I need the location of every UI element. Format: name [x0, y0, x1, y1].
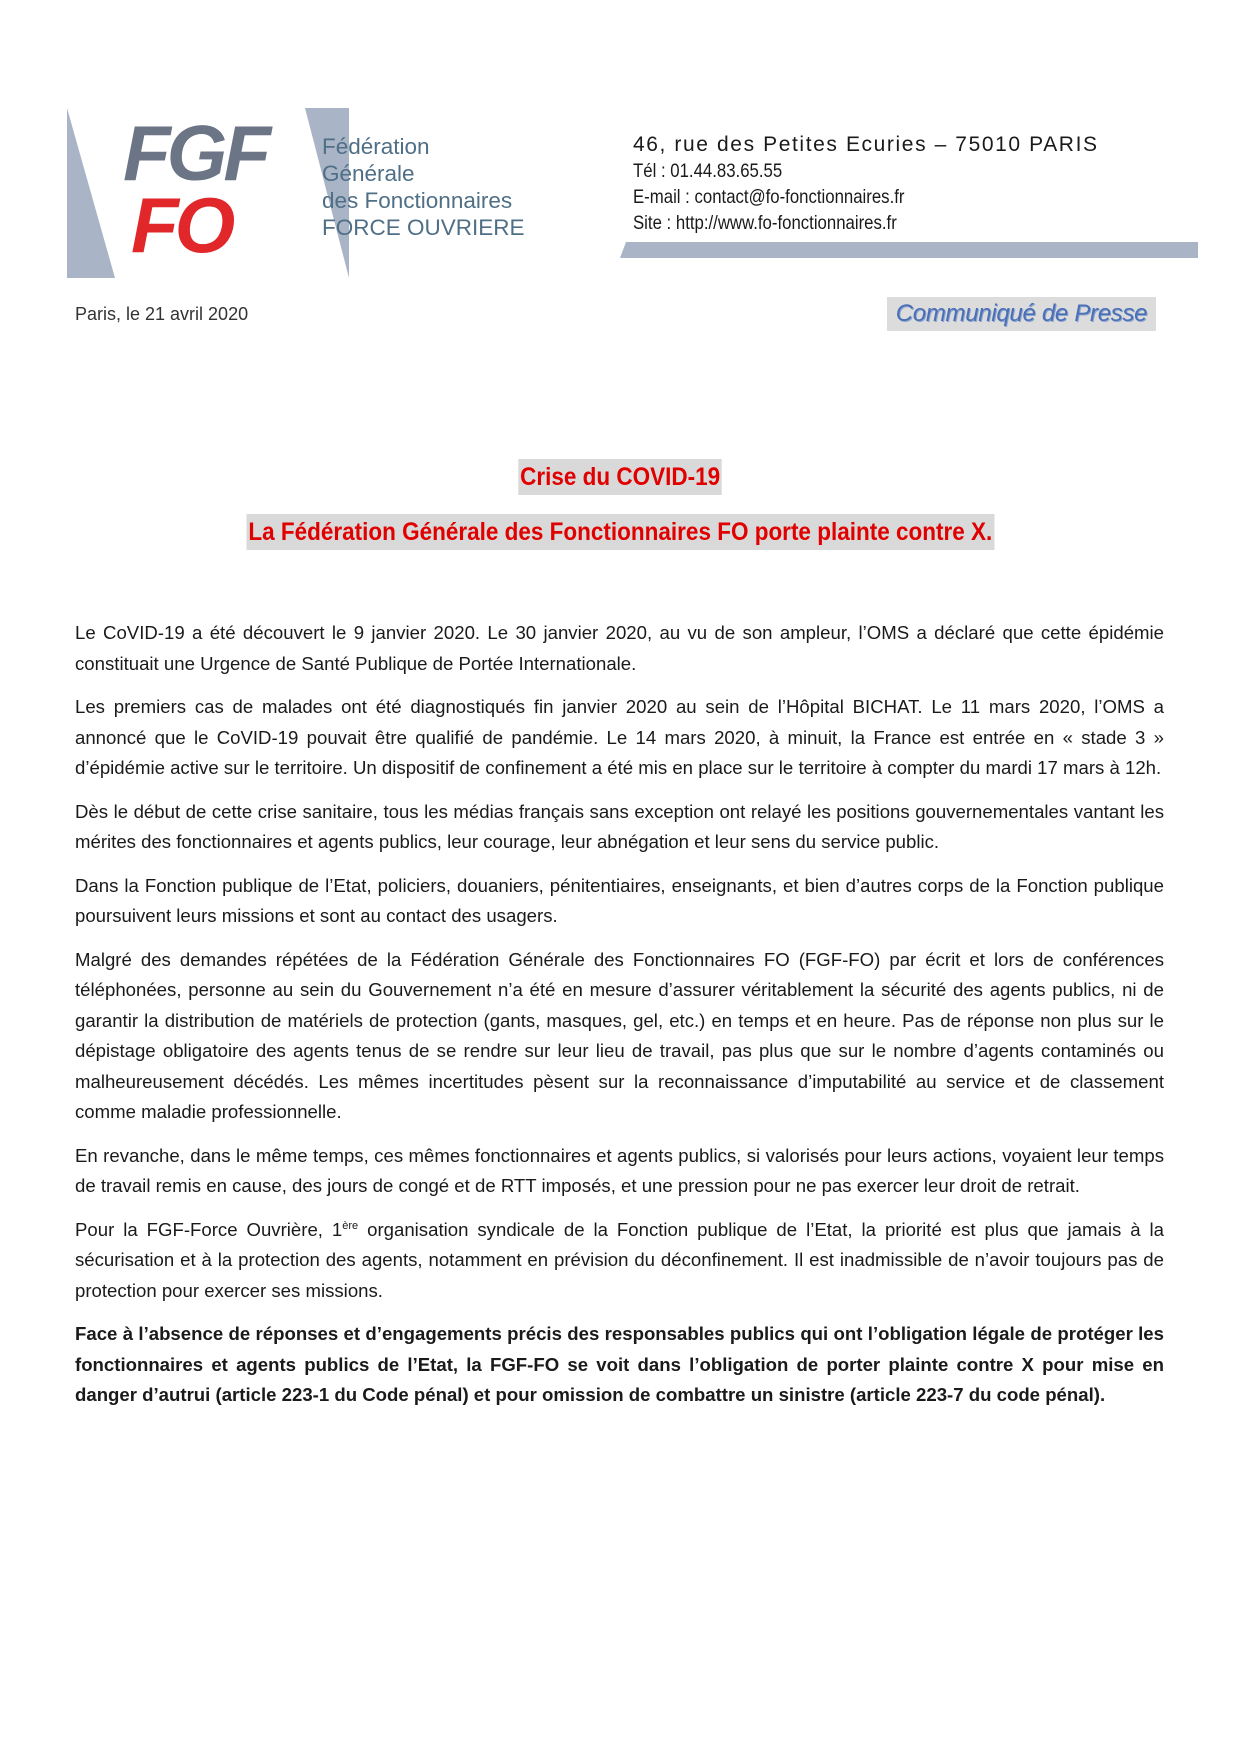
ordinal-superscript: ère: [342, 1219, 359, 1232]
address: 46, rue des Petites Ecuries – 75010 PARIS: [633, 133, 1099, 156]
org-name-line: des Fonctionnaires: [322, 188, 513, 213]
paragraph: Malgré des demandes répétées de la Fédération Générale des Fonctionnaires FO (FGF-FO) par écrit et lors de conférences téléphonées, personne au sein du Gouvernement n’a été en mesure d’assurer véritablement la sécurité des agents publics, ni de garantir la distribution de matériels de protection (gants, masques, gel, etc.) en temps et en heure. Pas de réponse non plus sur le dépistage obligatoire des agents tenus de se rendre sur leur lieu de travail, pas plus que sur le nombre d’agents contaminés ou malheureusement décédés. Les mêmes incertitudes pèsent sur la reconnaissance d’imputabilité au service et de classement comme maladie professionnelle.: [75, 948, 1164, 1122]
title-line-2: [0, 514, 1240, 550]
website: Site : http://www.fo-fonctionnaires.fr: [633, 212, 897, 234]
title-headline: La Fédération Générale des Fonctionnaires FO porte plainte contre X.: [246, 514, 994, 550]
phone: Tél : 01.44.83.65.55: [633, 160, 783, 182]
paragraph: Dès le début de cette crise sanitaire, tous les médias français sans exception ont relayé les positions gouvernementales vantant les mérites des fonctionnaires et agents publics, leur courage, leur abnégation et leur sens du service public.: [75, 800, 1164, 852]
paragraph: Le CoVID-19 a été découvert le 9 janvier 2020. Le 30 janvier 2020, au vu de son ampleur, l’OMS a déclaré que cette épidémie constituait une Urgence de Santé Publique de Portée Internationale.: [75, 622, 1164, 674]
org-name-line: Générale: [322, 161, 415, 186]
email: E-mail : contact@fo-fonctionnaires.fr: [633, 186, 905, 208]
document-date: Paris, le 21 avril 2020: [75, 304, 249, 324]
paragraph-text: Pour la FGF-Force Ouvrière, 1: [75, 1218, 343, 1240]
contact-block: [633, 132, 1099, 236]
conclusion-paragraph: Face à l’absence de réponses et d’engagements précis des responsables publics qui ont l’obligation légale de protéger les fonctionnaires et agents publics de l’Etat, la FGF-FO se voit dans l’obligation de porter plainte contre X pour mise en danger d’autrui (article 223-1 du Code pénal) et pour omission de combattre un sinistre (article 223-7 du code pénal).: [75, 1323, 1164, 1405]
paragraph: Dans la Fonction publique de l’Etat, policiers, douaniers, pénitentiaires, enseignants, et bien d’autres corps de la Fonction publique poursuivent leurs missions et sont au contact des usagers.: [75, 874, 1164, 926]
paragraph: Les premiers cas de malades ont été diagnostiqués fin janvier 2020 au sein de l’Hôpital BICHAT. Le 11 mars 2020, l’OMS a annoncé que le CoVID-19 pouvait être qualifié de pandémie. Le 14 mars 2020, à minuit, la France est entrée en « stade 3 » d’épidémie active sur le territoire. Un dispositif de confinement a été mis en place sur le territoire à compter du mardi 17 mars à 12h.: [75, 696, 1164, 778]
org-name-line: Fédération: [322, 134, 430, 159]
logo-left-triangle: [67, 108, 115, 278]
logo-org-name: [322, 133, 525, 241]
title-crisis: Crise du COVID-19: [518, 459, 722, 495]
paragraph: [75, 1215, 1164, 1307]
fgf-fo-logo: [67, 108, 542, 278]
paragraph-text: organisation syndicale de la Fonction publique de l’Etat, la priorité est plus que jamais à la sécurisation et à la protection des agents, notamment en prévision du déconfinement. Il est inadmissible de n’avoir toujours pas de protection pour exercer ses missions.: [75, 1218, 1164, 1301]
body-text: [75, 618, 1164, 1424]
paragraph: En revanche, dans le même temps, ces mêmes fonctionnaires et agents publics, si valorisés pour leurs actions, voyaient leur temps de travail remis en cause, des jours de congé et de RTT imposés, et une pression pour ne pas exercer leur droit de retrait.: [75, 1144, 1164, 1196]
title-line-1: [0, 459, 1240, 495]
logo-mark-fo: FO: [131, 181, 232, 269]
header-divider-bar: [620, 242, 1198, 258]
press-release-label: Communiqué de Presse: [887, 297, 1156, 331]
logo-mark-fgf: FGF: [123, 109, 267, 197]
org-name-line: FORCE OUVRIERE: [322, 215, 525, 240]
